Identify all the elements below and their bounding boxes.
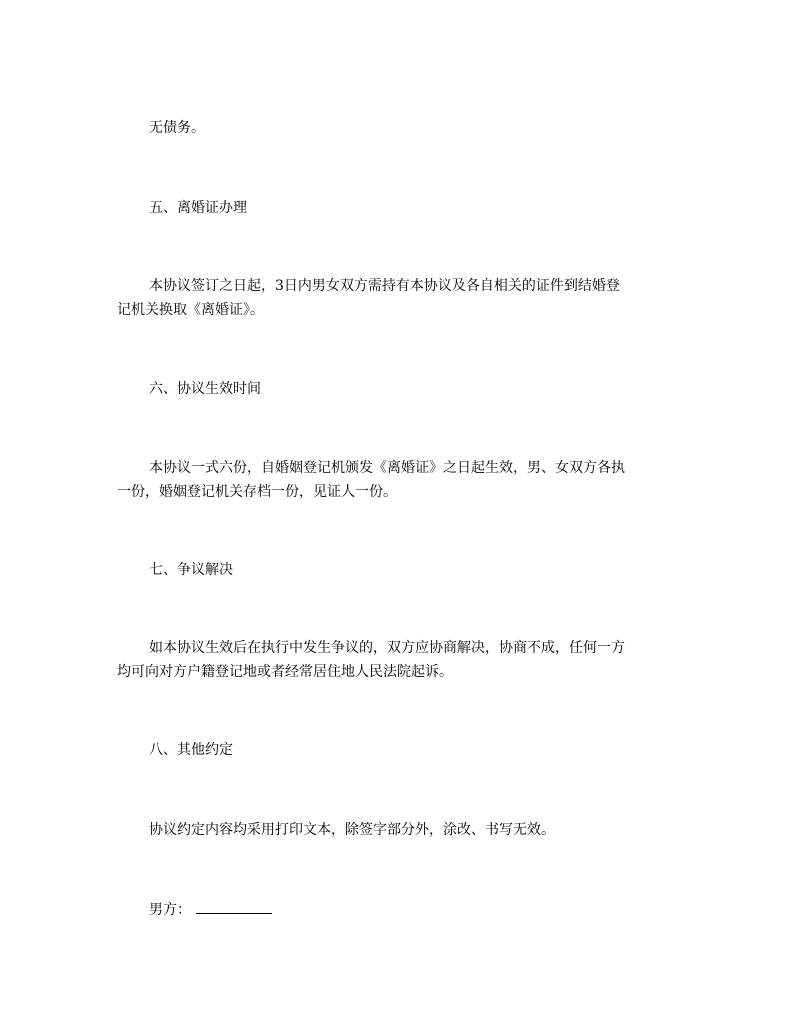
heading-other-agreements: 八、其他约定 [149, 742, 233, 758]
paragraph-dispute-line1: 如本协议生效后在执行中发生争议的，双方应协商解决，协商不成，任何一方 [149, 640, 625, 656]
paragraph-certificate-line2: 记机关换取《离婚证》。 [117, 302, 264, 318]
signature-blank-line [196, 913, 272, 914]
heading-divorce-certificate: 五、离婚证办理 [149, 200, 247, 216]
heading-effective-time: 六、协议生效时间 [149, 381, 261, 397]
paragraph-effective-line2: 一份，婚姻登记机关存档一份，见证人一份。 [117, 484, 397, 500]
paragraph-effective-line1: 本协议一式六份，自婚姻登记机颁发《离婚证》之日起生效，男、女双方各执 [149, 460, 625, 476]
signature-label-male: 男方： [149, 902, 191, 918]
paragraph-certificate-line1: 本协议签订之日起，3日内男女双方需持有本协议及各自相关的证件到结婚登 [149, 278, 620, 294]
heading-dispute-resolution: 七、争议解决 [149, 562, 233, 578]
paragraph-other-agreements: 协议约定内容均采用打印文本，除签字部分外，涂改、书写无效。 [149, 822, 555, 838]
paragraph-debt: 无债务。 [149, 120, 205, 136]
paragraph-dispute-line2: 均可向对方户籍登记地或者经常居住地人民法院起诉。 [117, 664, 453, 680]
